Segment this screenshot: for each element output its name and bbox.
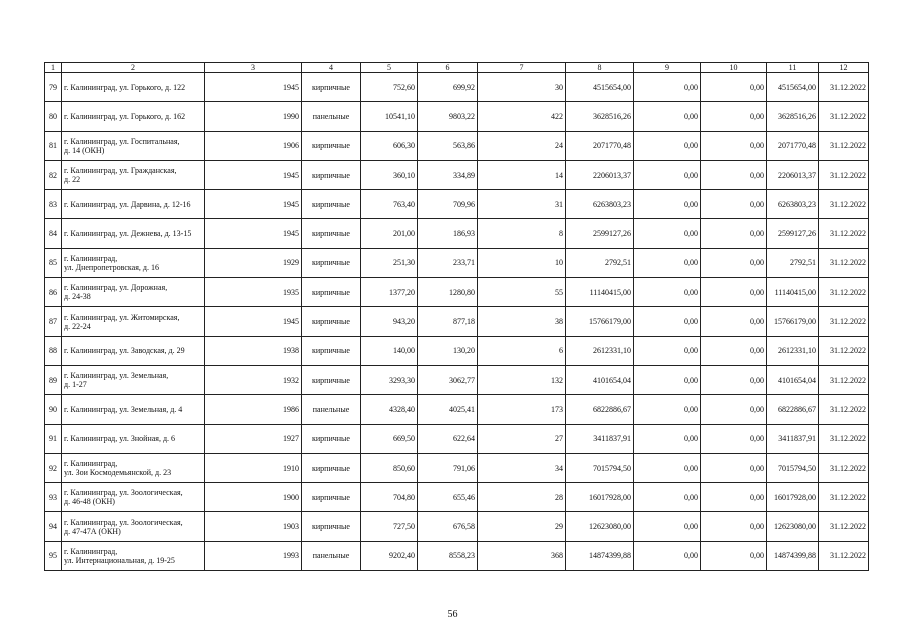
data-table bbox=[44, 62, 869, 571]
page-number: 56 bbox=[447, 609, 458, 620]
column-7-cell: 10 bbox=[478, 248, 566, 277]
column-header-9: 9 bbox=[634, 63, 701, 73]
column-11-cell: 12623080,00 bbox=[767, 512, 819, 541]
year-cell: 1903 bbox=[205, 512, 302, 541]
column-7-cell: 132 bbox=[478, 365, 566, 394]
column-5-cell: 763,40 bbox=[361, 190, 418, 219]
date-cell: 31.12.2022 bbox=[819, 73, 869, 102]
column-5-cell: 10541,10 bbox=[361, 102, 418, 131]
column-6-cell: 233,71 bbox=[418, 248, 478, 277]
column-11-cell: 2071770,48 bbox=[767, 131, 819, 160]
wall-material-cell: кирпичные bbox=[302, 219, 361, 248]
table-row bbox=[45, 219, 869, 248]
wall-material-cell: кирпичные bbox=[302, 73, 361, 102]
address-line: г. Калининград, bbox=[64, 459, 118, 468]
column-7-cell: 173 bbox=[478, 395, 566, 424]
address-line: ул. Днепропетровская, д. 16 bbox=[64, 262, 159, 272]
address-line: г. Калининград, ул. Земельная, д. 4 bbox=[64, 404, 183, 414]
column-8-cell: 16017928,00 bbox=[566, 483, 634, 512]
address-cell bbox=[62, 365, 205, 394]
column-11-cell: 4515654,00 bbox=[767, 73, 819, 102]
column-header-7: 7 bbox=[478, 63, 566, 73]
year-cell: 1935 bbox=[205, 278, 302, 307]
address-line: г. Калининград, ул. Горького, д. 162 bbox=[64, 111, 186, 121]
row-number-cell: 87 bbox=[45, 307, 62, 336]
address-cell bbox=[62, 424, 205, 453]
column-9-cell: 0,00 bbox=[634, 395, 701, 424]
column-8-cell: 2071770,48 bbox=[566, 131, 634, 160]
column-7-cell: 422 bbox=[478, 102, 566, 131]
year-cell: 1993 bbox=[205, 541, 302, 570]
column-7-cell: 31 bbox=[478, 190, 566, 219]
column-8-cell: 4515654,00 bbox=[566, 73, 634, 102]
column-6-cell: 4025,41 bbox=[418, 395, 478, 424]
date-cell: 31.12.2022 bbox=[819, 365, 869, 394]
column-header-5: 5 bbox=[361, 63, 418, 73]
column-10-cell: 0,00 bbox=[701, 219, 767, 248]
date-cell: 31.12.2022 bbox=[819, 453, 869, 482]
address-line: д. 47-47А (ОКН) bbox=[64, 526, 121, 536]
year-cell: 1986 bbox=[205, 395, 302, 424]
column-9-cell: 0,00 bbox=[634, 307, 701, 336]
column-11-cell: 3628516,26 bbox=[767, 102, 819, 131]
row-number-cell: 79 bbox=[45, 73, 62, 102]
column-7-cell: 34 bbox=[478, 453, 566, 482]
column-5-cell: 360,10 bbox=[361, 160, 418, 189]
table-row bbox=[45, 307, 869, 336]
column-10-cell: 0,00 bbox=[701, 483, 767, 512]
address-line: г. Калининград, ул. Земельная, bbox=[64, 371, 169, 381]
year-cell: 1900 bbox=[205, 483, 302, 512]
address-line: г. Калининград, ул. Горького, д. 122 bbox=[64, 82, 186, 92]
column-5-cell: 251,30 bbox=[361, 248, 418, 277]
column-11-cell: 16017928,00 bbox=[767, 483, 819, 512]
column-10-cell: 0,00 bbox=[701, 73, 767, 102]
column-8-cell: 6263803,23 bbox=[566, 190, 634, 219]
column-5-cell: 201,00 bbox=[361, 219, 418, 248]
column-9-cell: 0,00 bbox=[634, 131, 701, 160]
address-cell bbox=[62, 190, 205, 219]
wall-material-cell: кирпичные bbox=[302, 160, 361, 189]
date-cell: 31.12.2022 bbox=[819, 512, 869, 541]
table-row bbox=[45, 395, 869, 424]
table-row bbox=[45, 512, 869, 541]
row-number-cell: 89 bbox=[45, 365, 62, 394]
column-11-cell: 7015794,50 bbox=[767, 453, 819, 482]
address-line: г. Калининград, bbox=[64, 546, 118, 556]
address-line: г. Калининград, ул. Житомирская, bbox=[64, 312, 180, 322]
wall-material-cell: панельные bbox=[302, 395, 361, 424]
table-row bbox=[45, 336, 869, 365]
column-9-cell: 0,00 bbox=[634, 541, 701, 570]
address-cell bbox=[62, 541, 205, 570]
column-7-cell: 29 bbox=[478, 512, 566, 541]
column-11-cell: 2206013,37 bbox=[767, 160, 819, 189]
column-9-cell: 0,00 bbox=[634, 248, 701, 277]
column-5-cell: 4328,40 bbox=[361, 395, 418, 424]
date-cell: 31.12.2022 bbox=[819, 131, 869, 160]
address-cell bbox=[62, 102, 205, 131]
column-header-3: 3 bbox=[205, 63, 302, 73]
row-number-cell: 88 bbox=[45, 336, 62, 365]
column-7-cell: 368 bbox=[478, 541, 566, 570]
column-7-cell: 8 bbox=[478, 219, 566, 248]
column-10-cell: 0,00 bbox=[701, 336, 767, 365]
address-line: д. 24-38 bbox=[64, 292, 91, 302]
column-9-cell: 0,00 bbox=[634, 190, 701, 219]
address-line: г. Калининград, ул. Гражданская, bbox=[64, 166, 177, 176]
column-header-4: 4 bbox=[302, 63, 361, 73]
address-cell bbox=[62, 512, 205, 541]
table-row bbox=[45, 453, 869, 482]
column-5-cell: 1377,20 bbox=[361, 278, 418, 307]
column-7-cell: 24 bbox=[478, 131, 566, 160]
wall-material-cell: панельные bbox=[302, 102, 361, 131]
date-cell: 31.12.2022 bbox=[819, 160, 869, 189]
address-cell bbox=[62, 395, 205, 424]
address-cell bbox=[62, 336, 205, 365]
column-9-cell: 0,00 bbox=[634, 512, 701, 541]
column-11-cell: 6822886,67 bbox=[767, 395, 819, 424]
column-5-cell: 850,60 bbox=[361, 453, 418, 482]
row-number-cell: 86 bbox=[45, 278, 62, 307]
wall-material-cell: панельные bbox=[302, 541, 361, 570]
column-6-cell: 186,93 bbox=[418, 219, 478, 248]
address-line: д. 14 (ОКН) bbox=[64, 145, 105, 155]
column-5-cell: 9202,40 bbox=[361, 541, 418, 570]
address-line: д. 46-48 (ОКН) bbox=[64, 497, 115, 507]
row-number-cell: 90 bbox=[45, 395, 62, 424]
year-cell: 1945 bbox=[205, 307, 302, 336]
column-10-cell: 0,00 bbox=[701, 307, 767, 336]
column-10-cell: 0,00 bbox=[701, 512, 767, 541]
table-row bbox=[45, 102, 869, 131]
column-6-cell: 334,89 bbox=[418, 160, 478, 189]
row-number-cell: 83 bbox=[45, 190, 62, 219]
address-line: д. 1-27 bbox=[64, 380, 87, 390]
column-8-cell: 6822886,67 bbox=[566, 395, 634, 424]
column-7-cell: 30 bbox=[478, 73, 566, 102]
column-8-cell: 2599127,26 bbox=[566, 219, 634, 248]
row-number-cell: 84 bbox=[45, 219, 62, 248]
column-8-cell: 14874399,88 bbox=[566, 541, 634, 570]
column-9-cell: 0,00 bbox=[634, 160, 701, 189]
address-cell bbox=[62, 453, 205, 482]
wall-material-cell: кирпичные bbox=[302, 307, 361, 336]
column-header-12: 12 bbox=[819, 63, 869, 73]
column-header-8: 8 bbox=[566, 63, 634, 73]
row-number-cell: 80 bbox=[45, 102, 62, 131]
column-10-cell: 0,00 bbox=[701, 102, 767, 131]
column-8-cell: 3628516,26 bbox=[566, 102, 634, 131]
address-cell bbox=[62, 160, 205, 189]
column-5-cell: 752,60 bbox=[361, 73, 418, 102]
column-6-cell: 655,46 bbox=[418, 483, 478, 512]
column-10-cell: 0,00 bbox=[701, 453, 767, 482]
column-7-cell: 14 bbox=[478, 160, 566, 189]
column-6-cell: 622,64 bbox=[418, 424, 478, 453]
column-11-cell: 2792,51 bbox=[767, 248, 819, 277]
year-cell: 1945 bbox=[205, 160, 302, 189]
column-header-11: 11 bbox=[767, 63, 819, 73]
date-cell: 31.12.2022 bbox=[819, 424, 869, 453]
year-cell: 1906 bbox=[205, 131, 302, 160]
column-8-cell: 3411837,91 bbox=[566, 424, 634, 453]
column-9-cell: 0,00 bbox=[634, 424, 701, 453]
column-header-1: 1 bbox=[45, 63, 62, 73]
table-row bbox=[45, 541, 869, 570]
wall-material-cell: кирпичные bbox=[302, 336, 361, 365]
address-line: г. Калининград, ул. Заводская, д. 29 bbox=[64, 346, 185, 356]
column-11-cell: 4101654,04 bbox=[767, 365, 819, 394]
column-8-cell: 7015794,50 bbox=[566, 453, 634, 482]
date-cell: 31.12.2022 bbox=[819, 307, 869, 336]
address-line: г. Калининград, ул. Зоологическая, bbox=[64, 517, 183, 527]
column-6-cell: 1280,80 bbox=[418, 278, 478, 307]
column-11-cell: 2612331,10 bbox=[767, 336, 819, 365]
column-9-cell: 0,00 bbox=[634, 336, 701, 365]
address-line: ул. Интернациональная, д. 19-25 bbox=[64, 555, 175, 565]
year-cell: 1932 bbox=[205, 365, 302, 394]
column-11-cell: 11140415,00 bbox=[767, 278, 819, 307]
row-number-cell: 91 bbox=[45, 424, 62, 453]
column-11-cell: 14874399,88 bbox=[767, 541, 819, 570]
column-8-cell: 2206013,37 bbox=[566, 160, 634, 189]
column-6-cell: 563,86 bbox=[418, 131, 478, 160]
address-cell bbox=[62, 219, 205, 248]
address-cell bbox=[62, 73, 205, 102]
column-11-cell: 6263803,23 bbox=[767, 190, 819, 219]
wall-material-cell: кирпичные bbox=[302, 190, 361, 219]
column-header-2: 2 bbox=[62, 63, 205, 73]
date-cell: 31.12.2022 bbox=[819, 248, 869, 277]
column-8-cell: 4101654,04 bbox=[566, 365, 634, 394]
column-7-cell: 27 bbox=[478, 424, 566, 453]
column-9-cell: 0,00 bbox=[634, 102, 701, 131]
column-11-cell: 15766179,00 bbox=[767, 307, 819, 336]
column-10-cell: 0,00 bbox=[701, 541, 767, 570]
wall-material-cell: кирпичные bbox=[302, 424, 361, 453]
column-7-cell: 6 bbox=[478, 336, 566, 365]
address-line: г. Калининград, ул. Знойная, д. 6 bbox=[64, 434, 176, 444]
date-cell: 31.12.2022 bbox=[819, 102, 869, 131]
column-6-cell: 676,58 bbox=[418, 512, 478, 541]
row-number-cell: 93 bbox=[45, 483, 62, 512]
address-line: ул. Зои Космодемьянской, д. 23 bbox=[64, 468, 172, 477]
column-6-cell: 8558,23 bbox=[418, 541, 478, 570]
year-cell: 1945 bbox=[205, 190, 302, 219]
wall-material-cell: кирпичные bbox=[302, 453, 361, 482]
address-cell bbox=[62, 248, 205, 277]
date-cell: 31.12.2022 bbox=[819, 278, 869, 307]
column-6-cell: 699,92 bbox=[418, 73, 478, 102]
wall-material-cell: кирпичные bbox=[302, 248, 361, 277]
column-7-cell: 38 bbox=[478, 307, 566, 336]
row-number-cell: 81 bbox=[45, 131, 62, 160]
column-10-cell: 0,00 bbox=[701, 395, 767, 424]
column-8-cell: 2612331,10 bbox=[566, 336, 634, 365]
address-line: д. 22-24 bbox=[64, 321, 91, 331]
table-row bbox=[45, 424, 869, 453]
row-number-cell: 82 bbox=[45, 160, 62, 189]
column-5-cell: 669,50 bbox=[361, 424, 418, 453]
row-number-cell: 92 bbox=[45, 453, 62, 482]
address-cell bbox=[62, 483, 205, 512]
year-cell: 1927 bbox=[205, 424, 302, 453]
year-cell: 1929 bbox=[205, 248, 302, 277]
column-6-cell: 877,18 bbox=[418, 307, 478, 336]
year-cell: 1938 bbox=[205, 336, 302, 365]
column-6-cell: 3062,77 bbox=[418, 365, 478, 394]
address-cell bbox=[62, 278, 205, 307]
column-10-cell: 0,00 bbox=[701, 424, 767, 453]
column-header-10: 10 bbox=[701, 63, 767, 73]
column-6-cell: 709,96 bbox=[418, 190, 478, 219]
column-number-header-row bbox=[45, 63, 869, 73]
column-5-cell: 704,80 bbox=[361, 483, 418, 512]
column-10-cell: 0,00 bbox=[701, 160, 767, 189]
address-line: г. Калининград, bbox=[64, 253, 118, 263]
wall-material-cell: кирпичные bbox=[302, 483, 361, 512]
year-cell: 1990 bbox=[205, 102, 302, 131]
column-5-cell: 606,30 bbox=[361, 131, 418, 160]
table-row bbox=[45, 131, 869, 160]
column-6-cell: 791,06 bbox=[418, 453, 478, 482]
year-cell: 1910 bbox=[205, 453, 302, 482]
table-row bbox=[45, 278, 869, 307]
address-line: г. Калининград, ул. Дорожная, bbox=[64, 283, 168, 293]
column-5-cell: 727,50 bbox=[361, 512, 418, 541]
table-body bbox=[45, 63, 869, 571]
column-9-cell: 0,00 bbox=[634, 278, 701, 307]
wall-material-cell: кирпичные bbox=[302, 278, 361, 307]
row-number-cell: 85 bbox=[45, 248, 62, 277]
address-line: г. Калининград, ул. Зоологическая, bbox=[64, 488, 183, 498]
row-number-cell: 94 bbox=[45, 512, 62, 541]
column-9-cell: 0,00 bbox=[634, 219, 701, 248]
column-6-cell: 130,20 bbox=[418, 336, 478, 365]
address-cell bbox=[62, 307, 205, 336]
column-10-cell: 0,00 bbox=[701, 248, 767, 277]
column-9-cell: 0,00 bbox=[634, 365, 701, 394]
year-cell: 1945 bbox=[205, 73, 302, 102]
column-11-cell: 2599127,26 bbox=[767, 219, 819, 248]
table-row bbox=[45, 160, 869, 189]
wall-material-cell: кирпичные bbox=[302, 512, 361, 541]
column-5-cell: 140,00 bbox=[361, 336, 418, 365]
column-8-cell: 15766179,00 bbox=[566, 307, 634, 336]
column-8-cell: 2792,51 bbox=[566, 248, 634, 277]
table-row bbox=[45, 248, 869, 277]
row-number-cell: 95 bbox=[45, 541, 62, 570]
column-9-cell: 0,00 bbox=[634, 73, 701, 102]
table-row bbox=[45, 73, 869, 102]
column-header-6: 6 bbox=[418, 63, 478, 73]
column-5-cell: 3293,30 bbox=[361, 365, 418, 394]
column-9-cell: 0,00 bbox=[634, 453, 701, 482]
table-row bbox=[45, 365, 869, 394]
column-5-cell: 943,20 bbox=[361, 307, 418, 336]
date-cell: 31.12.2022 bbox=[819, 219, 869, 248]
address-cell bbox=[62, 131, 205, 160]
table-row bbox=[45, 483, 869, 512]
address-line: г. Калининград, ул. Дарвина, д. 12-16 bbox=[64, 199, 191, 209]
column-8-cell: 11140415,00 bbox=[566, 278, 634, 307]
date-cell: 31.12.2022 bbox=[819, 483, 869, 512]
column-10-cell: 0,00 bbox=[701, 190, 767, 219]
column-7-cell: 28 bbox=[478, 483, 566, 512]
address-line: д. 22 bbox=[64, 175, 81, 185]
wall-material-cell: кирпичные bbox=[302, 365, 361, 394]
column-10-cell: 0,00 bbox=[701, 131, 767, 160]
column-10-cell: 0,00 bbox=[701, 278, 767, 307]
year-cell: 1945 bbox=[205, 219, 302, 248]
wall-material-cell: кирпичные bbox=[302, 131, 361, 160]
address-line: г. Калининград, ул. Госпитальная, bbox=[64, 136, 180, 146]
date-cell: 31.12.2022 bbox=[819, 190, 869, 219]
date-cell: 31.12.2022 bbox=[819, 336, 869, 365]
address-line: г. Калининград, ул. Дежнева, д. 13-15 bbox=[64, 229, 192, 239]
column-10-cell: 0,00 bbox=[701, 365, 767, 394]
column-7-cell: 55 bbox=[478, 278, 566, 307]
table-row bbox=[45, 190, 869, 219]
column-6-cell: 9803,22 bbox=[418, 102, 478, 131]
date-cell: 31.12.2022 bbox=[819, 541, 869, 570]
column-9-cell: 0,00 bbox=[634, 483, 701, 512]
date-cell: 31.12.2022 bbox=[819, 395, 869, 424]
column-11-cell: 3411837,91 bbox=[767, 424, 819, 453]
column-8-cell: 12623080,00 bbox=[566, 512, 634, 541]
